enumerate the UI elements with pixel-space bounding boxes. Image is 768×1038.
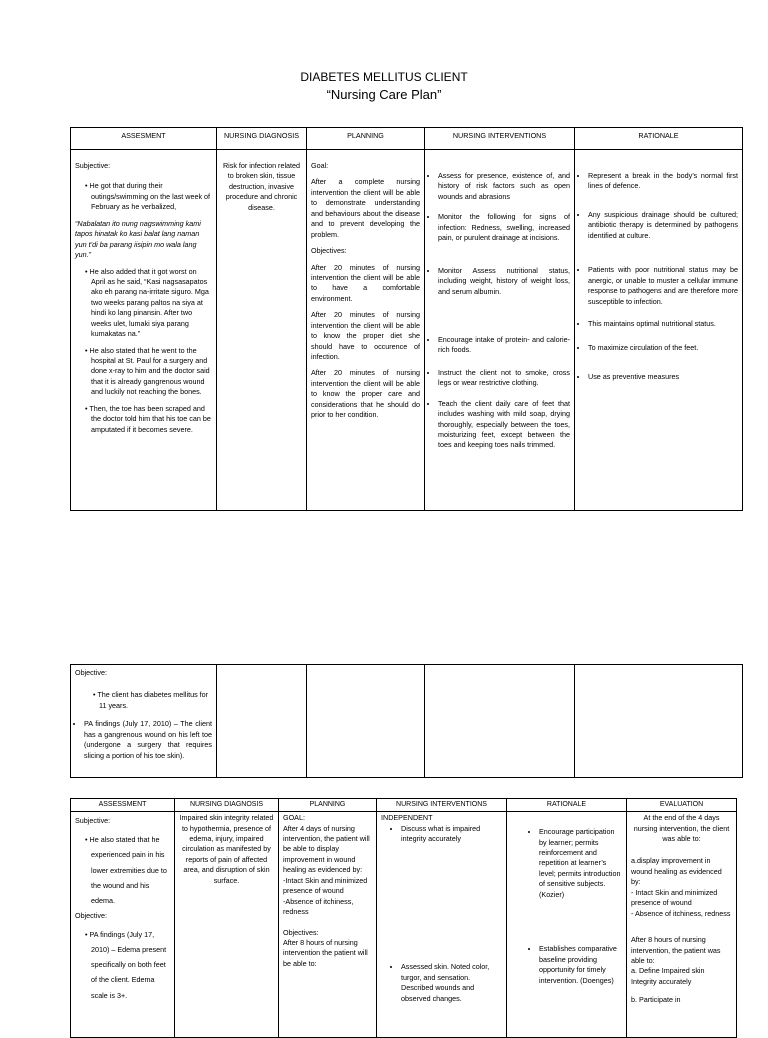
empty-cell	[217, 665, 307, 778]
assessment-item: • He also stated that he went to the hospital at St. Paul for a surgery and done x-ray to him and the doctor said that it is already gangrenous wound and luckily not reaching the bones.	[85, 345, 210, 397]
document-subtitle: “Nursing Care Plan”	[326, 87, 442, 102]
interventions-cell	[425, 150, 575, 511]
rationale-item: • Establishes comparative baseline providing opportunity for timely intervention. (Doenges)	[539, 944, 622, 986]
diagnosis-cell	[217, 150, 307, 511]
header-nursing-diagnosis: NURSING DIAGNOSIS	[175, 799, 279, 812]
header-rationale: RATIONALE	[575, 128, 743, 150]
subjective-item: • He also stated that he experienced pain in his lower extremities due to the wound and his edema.	[85, 835, 167, 905]
goal-label: GOAL:	[283, 813, 305, 823]
rationale-item: • Use as preventive measures	[588, 372, 738, 382]
objective-item: After 20 minutes of nursing intervention the client will be able to know the proper care and considerations that he should do prior to her condition.	[311, 368, 420, 420]
rationale-item: • This maintains optimal nutritional status.	[588, 319, 738, 329]
intervention-item: • Assessed skin. Noted color, turgor, and sensation. Described wounds and observed changes.	[401, 962, 502, 1004]
objective-cell	[71, 665, 217, 778]
header-rationale: RATIONALE	[507, 799, 627, 812]
objective-item: • PA findings (July 17, 2010) – Edema present specifically on both feet of the client. Edema scale is 3+.	[85, 930, 167, 1000]
objective-item: • PA findings (July 17, 2010) – The client has a gangrenous wound on his left toe (undergone a surgery that requires slicing a portion of his toe skin).	[84, 719, 212, 761]
intervention-item: • Discuss what is impaired integrity accurately	[401, 824, 502, 845]
diagnosis-cell	[175, 812, 279, 1038]
objective-item: After 20 minutes of nursing intervention the client will be able to know the proper diet she should have to occurence of infection.	[311, 310, 420, 361]
empty-cell	[307, 665, 425, 778]
interventions-cell	[377, 812, 507, 1038]
header-nursing-diagnosis: NURSING DIAGNOSIS	[217, 128, 307, 150]
header-assessment: ASSESSMENT	[71, 799, 175, 812]
evaluation-intro: At the end of the 4 days nursing intervention, the client was able to:	[633, 813, 730, 844]
empty-cell	[575, 665, 743, 778]
care-plan-table-continued	[70, 664, 743, 778]
header-nursing-interventions: NURSING INTERVENTIONS	[377, 799, 507, 812]
goal-text: After a complete nursing intervention the client will be able to demonstrate understanding and behaviours about the disease and to prevent developing the problem.	[311, 177, 420, 239]
goal-label: Goal:	[311, 161, 329, 170]
objective-label: Objective:	[75, 668, 107, 677]
intervention-item: • Assess for presence, existence of, and history of risk factors such as open wounds and abrasions	[438, 171, 570, 202]
planning-cell	[279, 812, 377, 1038]
header-planning: PLANNING	[279, 799, 377, 812]
objectives-label: Objectives:	[283, 927, 319, 937]
rationale-cell	[507, 812, 627, 1038]
evaluation-subitem: a. Define Impaired skin Integrity accurately	[631, 966, 705, 986]
assessment-item: • He got that during their outings/swimming on the last week of February as he verbalized,	[85, 181, 211, 212]
objectives-label: Objectives:	[311, 246, 347, 256]
rationale-item: • To maximize circulation of the feet.	[588, 343, 738, 353]
subjective-label: Subjective:	[75, 816, 111, 826]
evaluation-subitem: - Intact Skin and minimized presence of wound	[631, 887, 718, 908]
assessment-item: • He also added that it got worst on April as he said, “Kasi nagsasapatos ako eh parang na-irritate siguro. Mga two weeks parang paltos na siya at hindi ko lang pinansin. After two weeks ulet, lumaki siya parang kumakatas na.”	[85, 266, 209, 339]
header-evaluation: EVALUATION	[627, 799, 737, 812]
objective-item: • The client has diabetes mellitus for 11 years.	[93, 690, 209, 710]
rationale-item: • Patients with poor nutritional status may be anergic, or unable to muster a cellular immune response to pathogens and are therefore more susceptible to infection.	[588, 265, 738, 307]
objectives-text: After 8 hours of nursing intervention the patient will be able to:	[283, 937, 368, 968]
intervention-item: • Teach the client daily care of feet that includes washing with mild soap, drying thoroughly, especially between the toes, moisturizing feet, except between the toes and keeping toes nails trimmed.	[438, 399, 570, 451]
assessment-cell	[71, 150, 217, 511]
empty-cell	[425, 665, 575, 778]
header-planning: PLANNING	[307, 128, 425, 150]
evaluation-item: a.display improvement in wound healing as evidenced by:	[631, 856, 722, 887]
evaluation-subitem: - Absence of itchiness, redness	[631, 908, 731, 918]
objective-label: Objective:	[75, 910, 107, 920]
care-plan-table-2	[70, 798, 737, 1038]
goal-item: -Intact Skin and minimized presence of wound	[283, 875, 368, 896]
intervention-item: • Instruct the client not to smoke, cross legs or wear restrictive clothing.	[438, 368, 570, 389]
diagnosis-text: Impaired skin integrity related to hypothermia, presence of edema, injury, impaired circulation as manifested by reports of pain of affected area, and disruption of skin surface.	[179, 813, 274, 885]
document-title: DIABETES MELLITUS CLIENT	[300, 70, 468, 84]
assessment-item: • Then, the toe has been scraped and the doctor told him that his toe can be amputated if it becomes severe.	[85, 403, 211, 434]
intervention-item: • Encourage intake of protein- and calorie-rich foods.	[438, 335, 570, 356]
goal-item: -Absence of itchiness, redness	[283, 896, 354, 917]
intervention-item: • Monitor the following for signs of infection: Redness, swelling, increased pain, or purulent drainage at incisions.	[438, 212, 570, 243]
rationale-item: • Encourage participation by learner; permits reinforcement and repetition at learner’s level; permits introduction of sensitive subjects. (Kozier)	[539, 827, 622, 900]
intervention-item: • Monitor Assess nutritional status, including weight, history of weight loss, and serum albumin.	[438, 266, 570, 297]
evaluation-cell	[627, 812, 737, 1038]
subjective-label: Subjective:	[75, 161, 111, 170]
assessment-cell	[71, 812, 175, 1038]
planning-cell	[307, 150, 425, 511]
care-plan-table-1	[70, 127, 743, 511]
independent-label: INDEPENDENT	[381, 813, 433, 823]
header-nursing-interventions: NURSING INTERVENTIONS	[425, 128, 575, 150]
header-assessment: ASSESMENT	[71, 128, 217, 150]
goal-text: After 4 days of nursing intervention, the patient will be able to display improvement in wound healing as evidenced by:	[283, 823, 370, 875]
diagnosis-text: Risk for infection related to broken skin, tissue destruction, invasive procedure and chronic disease.	[222, 161, 301, 212]
rationale-item: • Any suspicious drainage should be cultured; antibiotic therapy is determined by pathogens identified at culture.	[588, 210, 738, 241]
rationale-item: • Represent a break in the body’s normal first lines of defence.	[588, 171, 738, 192]
objective-item: After 20 minutes of nursing intervention the client will be able to have a comfortable environment.	[311, 262, 420, 303]
evaluation-subitem: b. Participate in	[631, 995, 681, 1005]
assessment-quote: “Nabalatan ito nung nagswimming kami tapos hinatak ko kasi balat lang naman yun t’di ba parang iisipin mo wala lang yun.”	[75, 218, 201, 260]
rationale-cell	[575, 150, 743, 511]
evaluation-after: After 8 hours of nursing intervention, the patient was able to:	[631, 935, 721, 965]
